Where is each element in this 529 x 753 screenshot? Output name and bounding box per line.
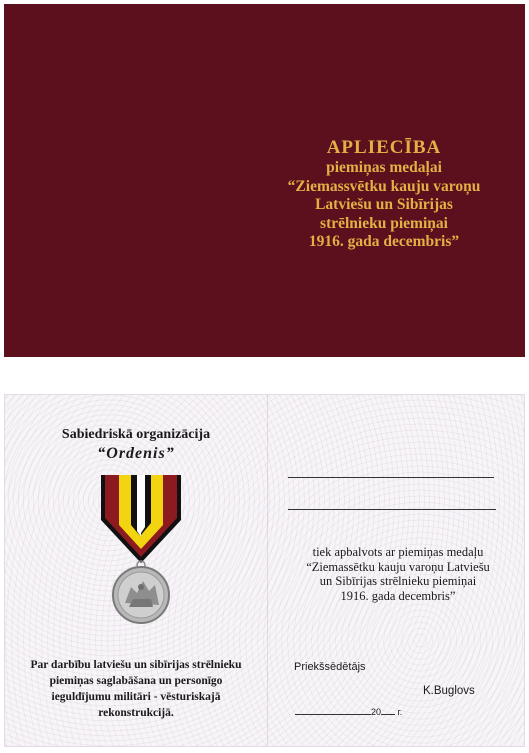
certificate-cover <box>4 4 525 357</box>
award-statement-line: un Sibīrijas strēlnieku piemiņai <box>319 574 477 588</box>
medal-ribbon-icon <box>101 475 181 563</box>
cover-line: piemiņas medaļai <box>326 159 442 176</box>
signature-name: K.Buglovs <box>423 685 475 697</box>
date-field <box>295 705 402 717</box>
date-suffix: г. <box>397 707 403 717</box>
recipient-name-line-1 <box>288 477 494 478</box>
award-statement-line: tiek apbalvots ar piemiņas medaļu <box>312 545 484 559</box>
cover-title: APLIECĪBA <box>326 137 442 158</box>
award-reason-line: ieguldījumu militāri - vēsturiskajā <box>51 691 221 703</box>
cover-line: “Ziemassvētku kauju varoņu <box>287 177 481 195</box>
award-statement <box>273 545 523 603</box>
medal-disc-icon <box>113 567 169 623</box>
medal-image <box>91 475 191 625</box>
organization-name: “Ordenis” <box>97 445 175 462</box>
date-year-blank <box>381 705 395 715</box>
award-reason-line: rekonstrukcijā. <box>98 707 174 719</box>
cover-line: Latviešu un Sibīrijas <box>315 196 453 213</box>
award-statement-line: “Ziemassētku kauju varoņu Latviešu <box>306 559 490 574</box>
cover-line: strēlnieku piemiņai <box>320 214 448 232</box>
cover-line: 1916. gada decembris” <box>308 233 460 250</box>
fold-divider <box>267 395 268 746</box>
date-year: 20 <box>371 707 382 717</box>
award-reason <box>5 657 267 721</box>
date-day-blank <box>295 705 371 715</box>
cover-text-block <box>254 137 514 252</box>
certificate-inner-spread <box>4 394 525 747</box>
recipient-name-line-2 <box>288 509 496 510</box>
award-statement-line: 1916. gada decembris” <box>340 588 456 603</box>
award-reason-line: Par darbību latviešu un sibīrijas strēlnieku <box>30 659 242 671</box>
organization-title: Sabiedriskā organizācija <box>61 427 211 442</box>
chairman-label: Priekšsēdētājs <box>294 661 366 673</box>
award-reason-line: piemiņas saglabāšana un personīgo <box>49 675 223 687</box>
